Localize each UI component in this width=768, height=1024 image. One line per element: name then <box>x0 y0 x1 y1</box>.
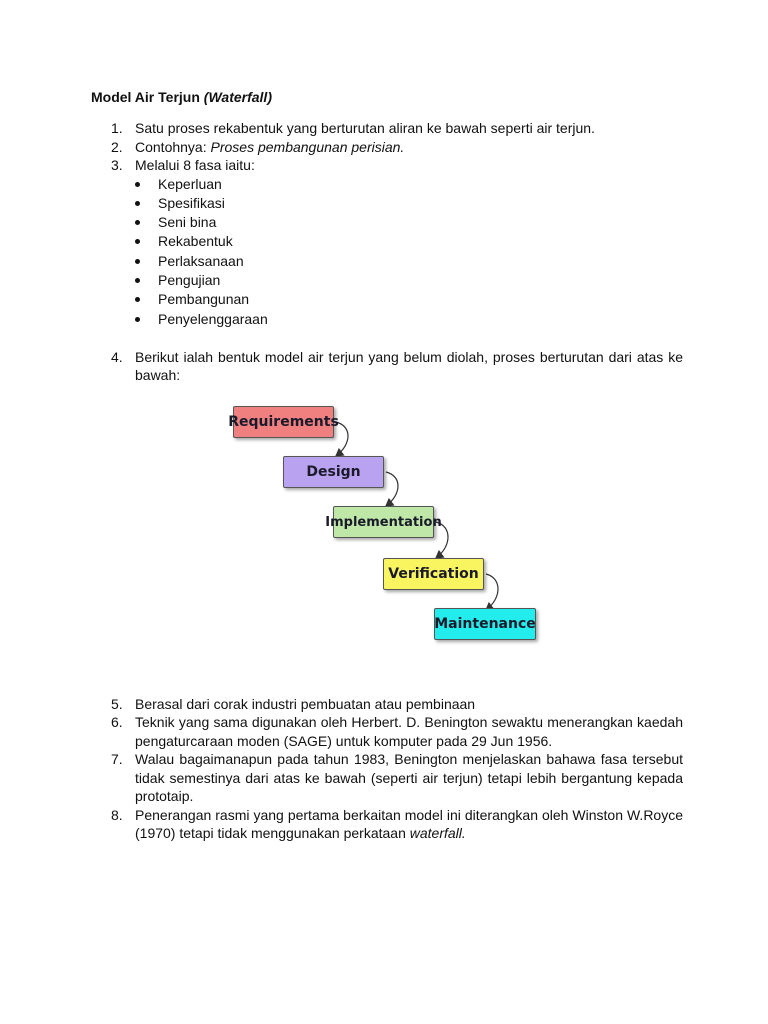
arrow-2 <box>386 472 398 506</box>
list-item-5 <box>91 695 683 714</box>
item-italic: Proses pembangunan perisian. <box>210 138 405 155</box>
title-italic: (Waterfall) <box>203 89 272 105</box>
item-number: 6. <box>111 714 123 731</box>
item-number: 7. <box>111 751 123 768</box>
arrow-4 <box>486 574 498 610</box>
item-number: 3. <box>111 157 123 173</box>
item-text: Berikut ialah bentuk model air terjun yang belum diolah, proses berturutan dari atas ke bawah: <box>135 348 683 384</box>
phase-list <box>135 175 683 329</box>
step-implementation: Implementation <box>333 506 434 538</box>
bullet-icon <box>135 239 140 244</box>
bullet-icon <box>135 220 140 225</box>
list-item-2 <box>91 138 683 157</box>
item-number: 8. <box>111 806 123 823</box>
phase-item: Pengujian <box>135 271 683 290</box>
item-number: 2. <box>111 138 123 155</box>
phase-item: Perlaksanaan <box>135 252 683 271</box>
page-title <box>91 89 272 105</box>
item-text: Satu proses rekabentuk yang berturutan aliran ke bawah seperti air terjun. <box>135 120 595 136</box>
item-text: Walau bagaimanapun pada tahun 1983, Benington menjelaskan bahawa fasa tersebut tidak semestinya dari atas ke bawah (seperti air terjun) tetapi lebih bergantung kepada prototaip. <box>135 751 683 805</box>
list-item-7 <box>91 750 683 806</box>
list-item-1 <box>91 119 683 138</box>
item-text: Teknik yang sama digunakan oleh Herbert. D. Benington sewaktu menerangkan kaedah pengaturcaraan moden (SAGE) untuk komputer pada 29 Jun 1956. <box>135 714 683 749</box>
bullet-icon <box>135 259 140 264</box>
step-design: Design <box>283 456 384 488</box>
item-number: 1. <box>111 120 123 136</box>
waterfall-diagram <box>226 398 546 648</box>
phase-item: Keperluan <box>135 175 683 194</box>
list-item-6 <box>91 713 683 750</box>
list-item-4 <box>91 348 683 385</box>
phase-item: Pembangunan <box>135 290 683 309</box>
bullet-icon <box>135 297 140 302</box>
step-maintenance: Maintenance <box>434 608 536 640</box>
step-requirements: Requirements <box>233 406 334 438</box>
bullet-icon <box>135 182 140 187</box>
bullet-icon <box>135 278 140 283</box>
bullet-icon <box>135 201 140 206</box>
item-text: Melalui 8 fasa iaitu: <box>135 157 255 173</box>
item-italic: waterfall. <box>409 825 466 842</box>
phase-item: Penyelenggaraan <box>135 310 683 329</box>
item-number: 4. <box>111 348 123 365</box>
list-item-3 <box>91 156 683 329</box>
list-item-8 <box>91 806 683 843</box>
phase-item: Rekabentuk <box>135 232 683 251</box>
item-text: Penerangan rasmi yang pertama berkaitan model ini diterangkan oleh Winston W.Royce (1970) tetapi tidak menggunakan perkataan <box>135 806 683 842</box>
title-main: Model Air Terjun <box>91 89 204 105</box>
bullet-icon <box>135 317 140 322</box>
item-text: Contohnya: <box>135 138 211 155</box>
step-verification: Verification <box>383 558 484 590</box>
phase-item: Seni bina <box>135 213 683 232</box>
phase-item: Spesifikasi <box>135 194 683 213</box>
item-number: 5. <box>111 695 123 712</box>
item-text: Berasal dari corak industri pembuatan atau pembinaan <box>135 695 476 712</box>
